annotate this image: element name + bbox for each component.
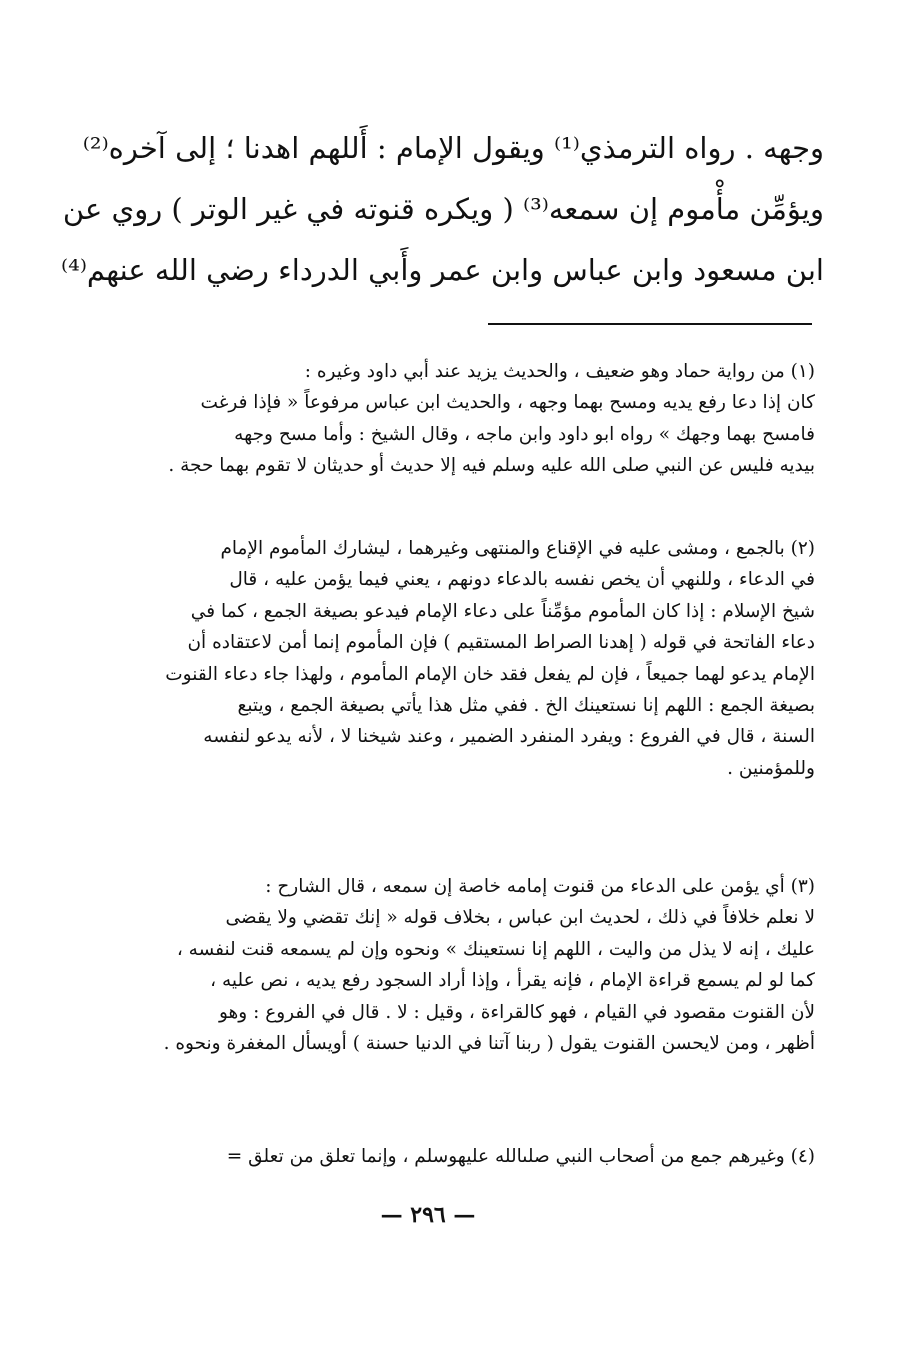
footnote-line: دعاء الفاتحة في قوله ( إهدنا الصراط المستقيم ) فإن المأموم إنما أمن لاعتقاده أن [187, 632, 815, 654]
footnote-line: شيخ الإسلام : إذا كان المأموم مؤمِّناً على دعاء الإمام فيدعو بصيغة الجمع ، كما في [190, 600, 815, 622]
main-text-line: ويؤمِّن مأْموم إن سمعه⁽³⁾ ( ويكره قنوته في غير الوتر ) روي عن [62, 192, 824, 226]
footnote-line: أظهر ، ومن لايحسن القنوت يقول ( ربنا آتنا في الدنيا حسنة ) أويسأل المغفرة ونحوه . [163, 1032, 815, 1054]
page-number: — ٢٩٦ — [380, 1202, 476, 1228]
footnote-line: كما لو لم يسمع قراءة الإمام ، فإنه يقرأ ، وإذا أراد السجود رفع يديه ، نص عليه ، [210, 970, 815, 992]
footnote-line: لأن القنوت مقصود في القيام ، فهو كالقراءة ، وقيل : لا . قال في الفروع : وهو [218, 1001, 815, 1023]
footnote-line: (٣) أي يؤمن على الدعاء من قنوت إمامه خاصة إن سمعه ، قال الشارح : [265, 876, 815, 897]
footnote-line: في الدعاء ، وللنهي أن يخص نفسه بالدعاء دونهم ، يعني فيما يؤمن عليه ، قال [229, 569, 815, 591]
footnote-line: بصيغة الجمع : اللهم إنا نستعينك الخ . ففي مثل هذا يأتي بصيغة الجمع ، ويتبع [237, 694, 815, 716]
footnote-line: كان إذا دعا رفع يديه ومسح بهما وجهه ، والحديث ابن عباس مرفوعاً « فإذا فرغت [200, 392, 815, 414]
footnote-divider [488, 323, 812, 325]
footnote-line: لا نعلم خلافاً في ذلك ، لحديث ابن عباس ، بخلاف قوله « إنك تقضي ولا يقضى [225, 907, 815, 929]
main-text-block [61, 118, 824, 301]
footnote-line: السنة ، قال في الفروع : ويفرد المنفرد الضمير ، وعند شيخنا لا ، لأنه يدعو لنفسه [203, 726, 815, 748]
main-text-line: وجهه . رواه الترمذي⁽¹⁾ ويقول الإمام : أَللهم اهدنا ؛ إلى آخره⁽²⁾ [82, 131, 824, 165]
footnote-line: عليك ، إنه لا يذل من واليت ، اللهم إنا نستعينك » ونحوه وإن لم يسمعه قنت لنفسه ، [176, 938, 815, 960]
footnote-3 [74, 871, 815, 1059]
footnote-1 [74, 356, 815, 482]
footnote-line: فامسح بهما وجهك » رواه ابو داود وابن ماجه ، وقال الشيخ : وأما مسح وجهه [234, 423, 815, 445]
main-text-line: ابن مسعود وابن عباس وابن عمر وأَبي الدرداء رضي الله عنهم⁽⁴⁾ [61, 253, 824, 287]
footnote-4 [74, 1141, 815, 1172]
footnote-line: بيديه فليس عن النبي صلى الله عليه وسلم فيه إلا حديث أو حديثان لا تقوم بهما حجة . [168, 455, 815, 477]
footnote-line: وللمؤمنين . [727, 757, 815, 779]
footnote-2 [74, 533, 815, 784]
footnote-line: الإمام يدعو لهما جميعاً ، فإن لم يفعل فقد خان الإمام المأموم ، ولهذا جاء دعاء القنوت [165, 663, 815, 685]
footnote-line: (٤) وغيرهم جمع من أصحاب النبي صلىالله عليهوسلم ، وإنما تعلق من تعلق = [226, 1146, 815, 1167]
footnote-line: (٢) بالجمع ، ومشى عليه في الإقناع والمنتهى وغيرهما ، ليشارك المأموم الإمام [220, 538, 815, 559]
footnote-line: (١) من رواية حماد وهو ضعيف ، والحديث يزيد عند أبي داود وغيره : [304, 361, 815, 382]
